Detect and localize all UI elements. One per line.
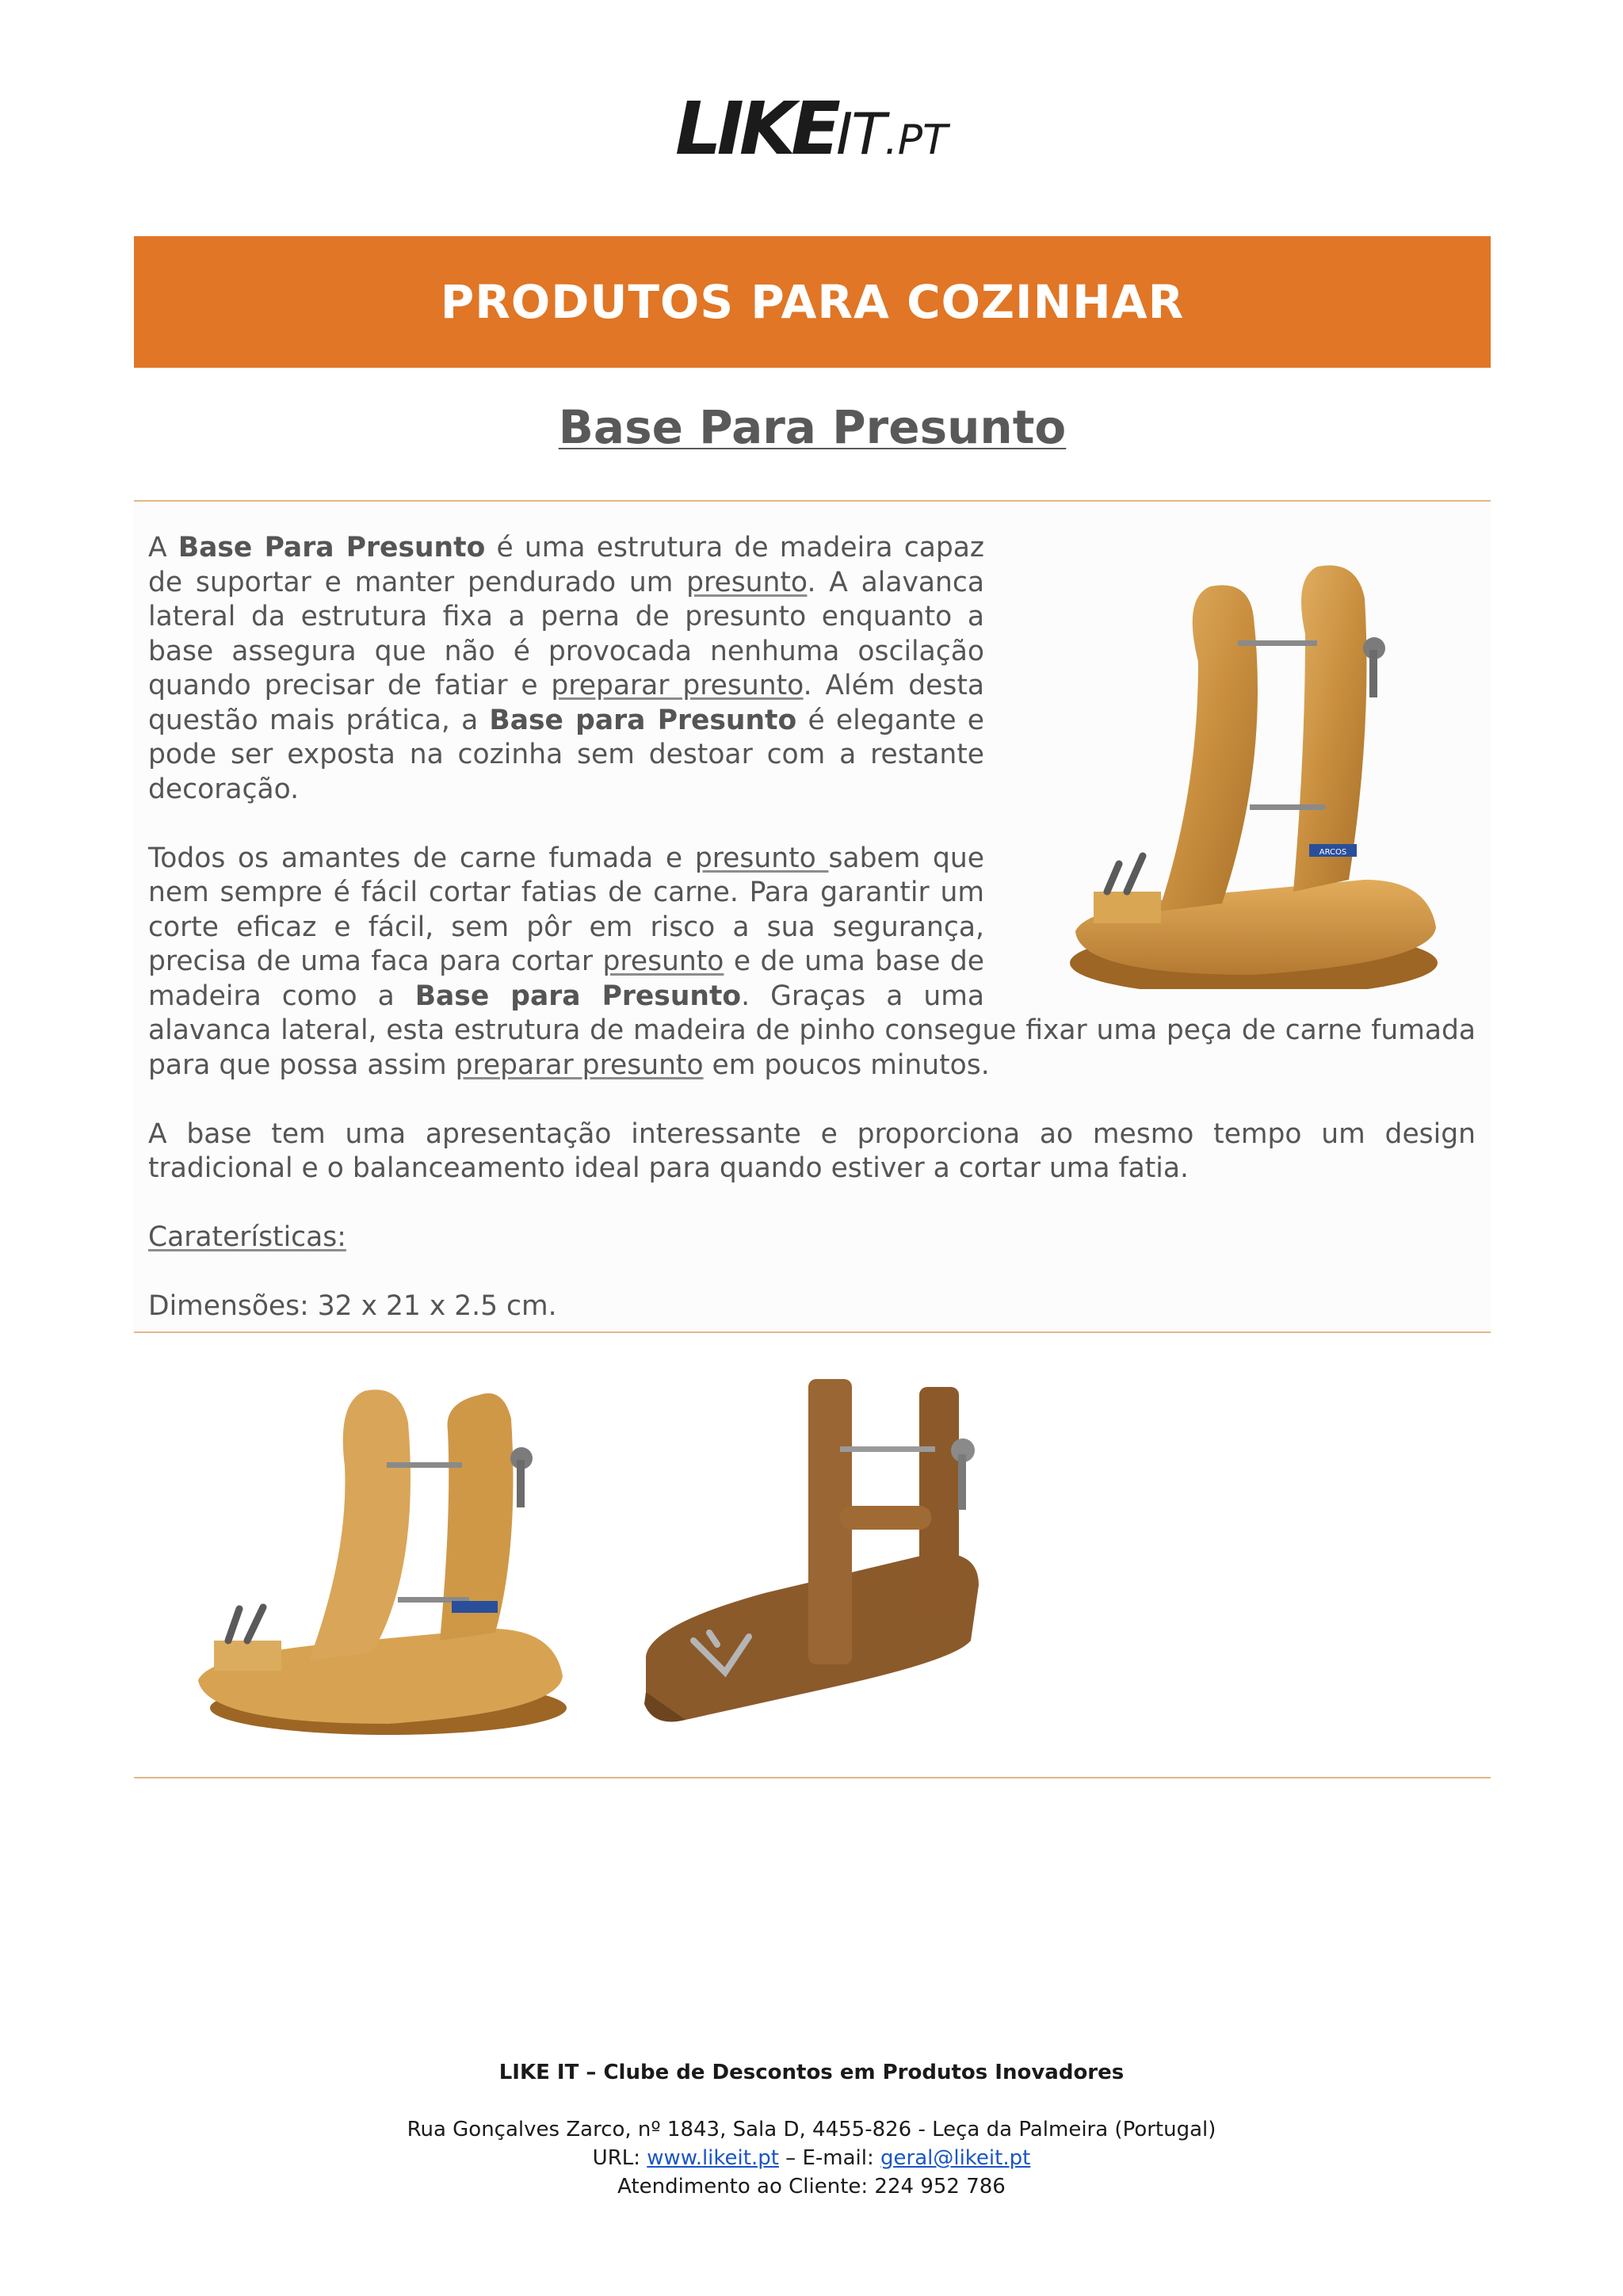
text-run: . Graças a uma alavanca lateral, esta estrutura de madeira de pinho consegue fixar uma peça de carne fumada para que possa assim [148, 980, 1476, 1081]
text-run: e de uma base de madeira como a [148, 946, 984, 1012]
text-run: é elegante e pode ser exposta na cozinha sem destoar com a restante decoração. [148, 704, 984, 805]
website-link[interactable]: www.likeit.pt [647, 2146, 779, 2170]
logo-like: LIKE [675, 86, 836, 171]
dimensions: Dimensões: 32 x 21 x 2.5 cm. [148, 1290, 557, 1322]
footer-company: LIKE IT – Clube de Descontos em Produtos Inovadores [498, 2061, 1125, 2084]
email-label: – E-mail: [778, 2146, 880, 2170]
product-description [148, 531, 1476, 1358]
text-run: A [148, 532, 178, 563]
ham-holder-photo-walnut [630, 1371, 995, 1752]
link-preparar-presunto[interactable]: preparar presunto [455, 1049, 704, 1081]
link-presunto[interactable]: presunto [686, 566, 808, 598]
bold-product-name: Base para Presunto [414, 980, 742, 1012]
ham-holder-photo-main [1032, 531, 1476, 989]
text-run: . Além desta questão mais prática, a [148, 670, 985, 736]
link-preparar-presunto[interactable]: preparar presunto [551, 670, 804, 701]
text-run: é uma estrutura de madeira capaz de suportar e manter pendurado um [148, 532, 984, 598]
text-run: em poucos minutos. [703, 1049, 990, 1081]
link-presunto[interactable]: presunto [694, 842, 829, 874]
text-run: . A alavanca lateral da estrutura fixa a perna de presunto enquanto a base assegura que não é provocada nenhuma oscilação quando precisar de fatiar e [148, 566, 984, 701]
bold-product-name: Base Para Presunto [178, 532, 486, 563]
email-link[interactable]: geral@likeit.pt [880, 2146, 1031, 2170]
footer-contacts [0, 2146, 1623, 2170]
link-presunto[interactable]: presunto [602, 946, 724, 977]
text-run: sabem que nem sempre é fácil cortar fatias de carne. Para garantir um corte eficaz e fácil, sem pôr em risco a sua segurança, precisa de uma faca para cortar [148, 842, 985, 977]
footer-phone: Atendimento ao Cliente: 224 952 786 [617, 2175, 1006, 2199]
brand-mark: ARCOS [1319, 848, 1347, 857]
product-title: Base Para Presunto [558, 400, 1067, 454]
text-run: Todos os amantes de carne fumada e [148, 842, 695, 874]
divider-bottom [134, 1777, 1491, 1778]
bold-product-name: Base para Presunto [489, 704, 797, 736]
paragraph-3: A base tem uma apresentação interessante e proporciona ao mesmo tempo um design tradicional e o balanceamento ideal para quando estiver a cortar uma fatia. [148, 1117, 1476, 1184]
ham-holder-photo-pine [182, 1371, 602, 1736]
features-label-text: Caraterísticas: [148, 1221, 346, 1253]
features-label [148, 1221, 1476, 1255]
url-label: URL: [592, 2146, 647, 2170]
site-logo [675, 86, 953, 171]
category-banner [134, 236, 1491, 368]
logo-it: IT [836, 101, 885, 167]
category-title: PRODUTOS PARA COZINHAR [440, 275, 1185, 329]
logo-pt: .PT [884, 117, 948, 164]
divider-middle [134, 1331, 1491, 1333]
footer-address: Rua Gonçalves Zarco, nº 1843, Sala D, 4455-826 - Leça da Palmeira (Portugal) [407, 2118, 1216, 2141]
